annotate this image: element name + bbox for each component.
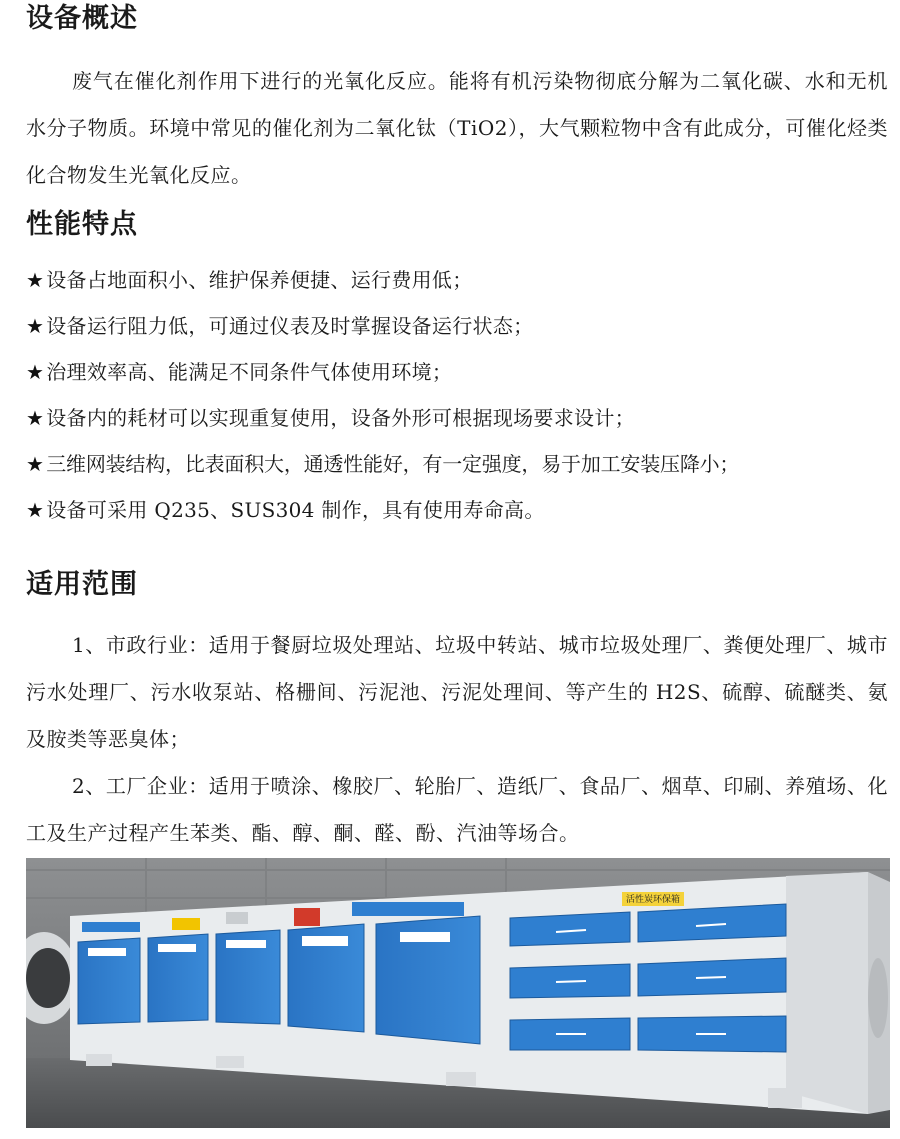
scope-heading: 适用范围 [26, 569, 138, 600]
overview-paragraph: 废气在催化剂作用下进行的光氧化反应。能将有机污染物彻底分解为二氧化碳、水和无机水分子物质。环境中常见的催化剂为二氧化钛（TiO2），大气颗粒物中含有此成分，可催化烃类化合物发生光氧化反应。 [26, 69, 888, 187]
feature-text: 设备占地面积小、维护保养便捷、运行费用低； [46, 268, 473, 292]
feature-text: 设备运行阻力低，可通过仪表及时掌握设备运行状态； [46, 314, 534, 338]
star-icon: ★ [26, 406, 45, 430]
star-icon: ★ [26, 498, 45, 522]
overview-heading: 设备概述 [26, 3, 138, 34]
star-icon: ★ [26, 452, 45, 476]
feature-item [26, 311, 533, 341]
scope-item-municipal: 1、市政行业：适用于餐厨垃圾处理站、垃圾中转站、城市垃圾处理厂、粪便处理厂、城市污水处理厂、污水收泵站、格栅间、污泥池、污泥处理间、等产生的 H2S、硫醇、硫醚类、氨及胺类等恶臭体； [26, 633, 888, 751]
feature-item [26, 265, 473, 295]
feature-text: 治理效率高、能满足不同条件气体使用环境； [46, 360, 453, 384]
feature-text: 设备内的耗材可以实现重复使用，设备外形可根据现场要求设计； [46, 406, 635, 430]
feature-item [26, 495, 545, 525]
sign-label: 活性炭环保箱 [625, 895, 681, 905]
scope-item-factory: 2、工厂企业：适用于喷涂、橡胶厂、轮胎厂、造纸厂、食品厂、烟草、印刷、养殖场、化工及生产过程产生苯类、酯、醇、酮、醛、酚、汽油等场合。 [26, 774, 888, 845]
feature-item [26, 449, 739, 479]
feature-text: 设备可采用 Q235、SUS304 制作，具有使用寿命高。 [46, 498, 545, 522]
drawer-panels [510, 904, 786, 1052]
feature-item [26, 403, 635, 433]
star-icon: ★ [26, 360, 45, 384]
features-heading: 性能特点 [26, 209, 138, 240]
feature-item [26, 357, 452, 387]
star-icon: ★ [26, 314, 45, 338]
star-icon: ★ [26, 268, 45, 292]
equipment-photo [26, 858, 890, 1128]
feature-text: 三维网装结构，比表面积大，通透性能好，有一定强度，易于加工安装压降小； [46, 452, 740, 476]
